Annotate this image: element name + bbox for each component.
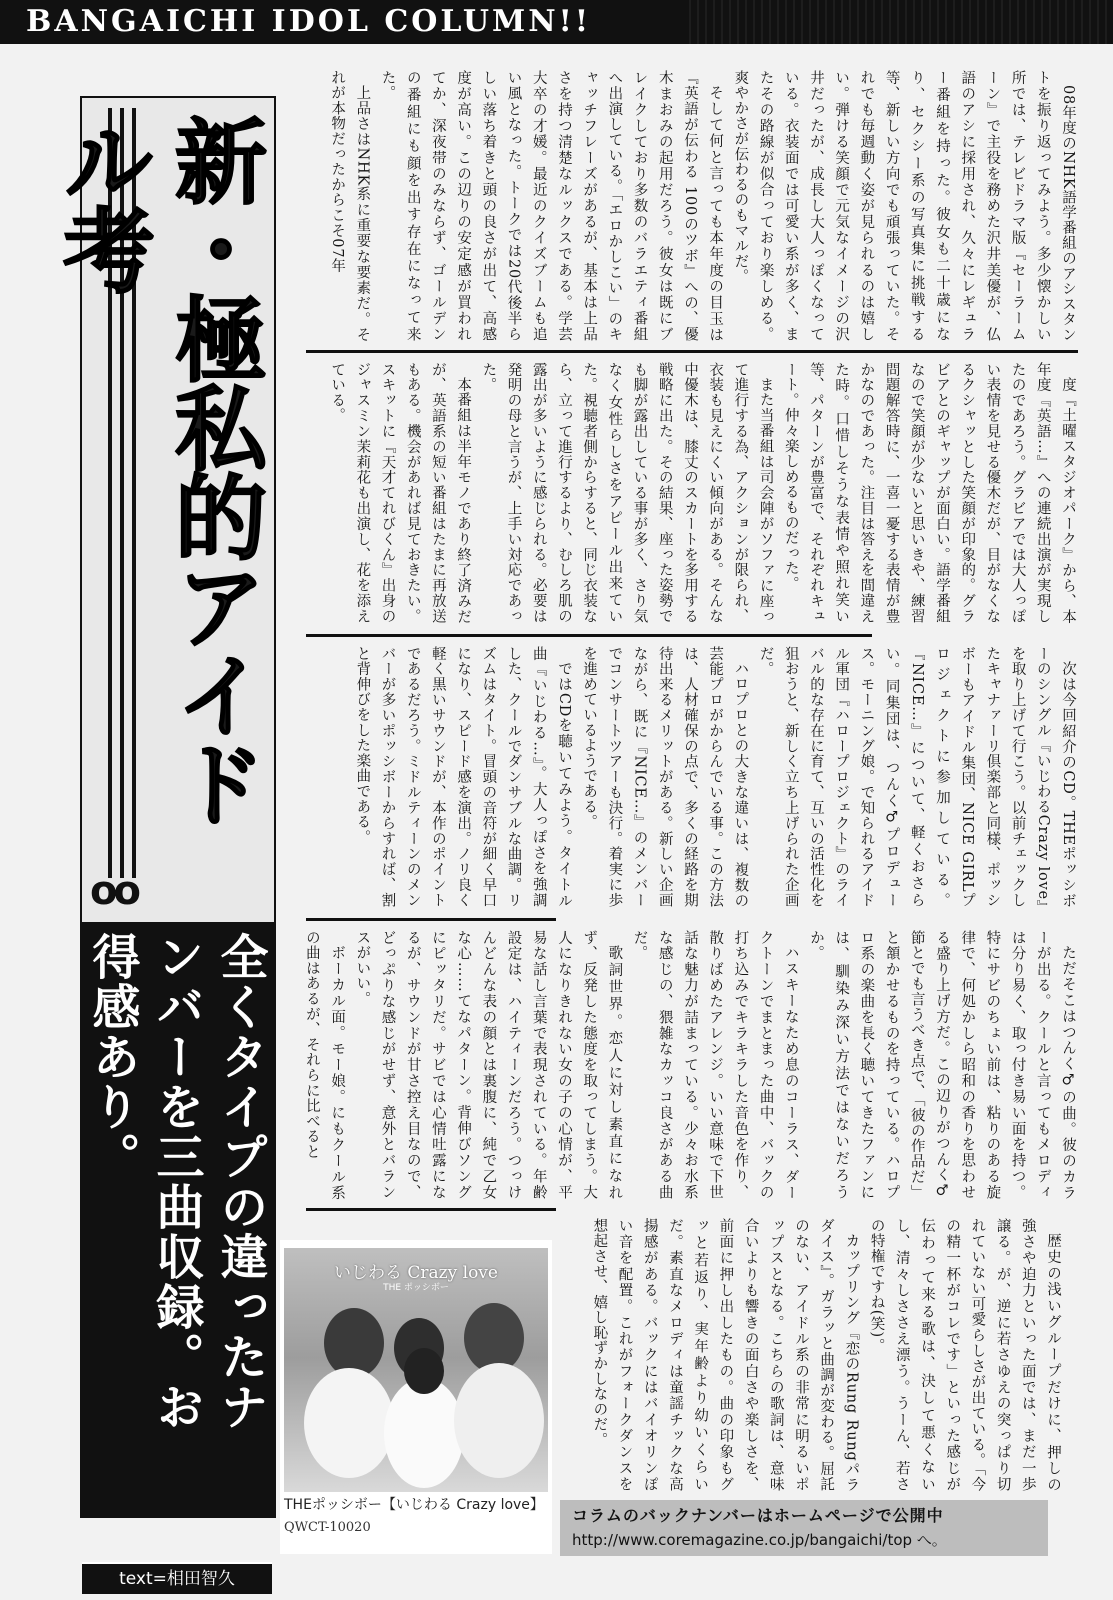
article-band-1 [300,70,1080,342]
paragraph: ただそこはつんく♂の曲。彼のカラーが出る。クールと言ってもメロディは分り易く、取っ付き易い面を持つ。特にサビのちょい前は、粘りのある旋律で、何処かしら昭和の香りを思わせる盛り上げ方だ。この辺りがつんく♂節とでも言うべき点で、「彼の作品だ」と頷かせるものを持っている。ハロプロ系の楽曲を長く聴いてきたファンには、馴染み深い方法ではないだろうか。 [807,930,1076,1200]
cd-catalog-number: QWCT-10020 [284,1520,371,1535]
section-rule [306,1208,556,1211]
column-title: 新・極私的アイドル考 [48,114,267,826]
cd-jacket-title: いじわる Crazy love [334,1263,498,1283]
notice-url[interactable]: http://www.coremagazine.co.jp/bangaichi/top へ。 [572,1531,947,1549]
notice-text: コラムのバックナンバーはホームページで公開中 [572,1506,944,1525]
column-header: BANGAICHI IDOL COLUMN!! [0,0,1113,44]
paragraph: 本番組は半年モノであり終了済みだが、英語系の短い番組はたまに再放送もある。機会があれば見ておきたい。スキットに『天才てれびくん』出身のジャスミン茉莉花も出演し、花を添えている。 [329,362,472,624]
paragraph: 上品さはNHK系に重要な要素だ。それが本物だったからこそ07年 [329,70,371,342]
paragraph: ハロプロとの大きな違いは、複数の芸能プロがからんでいる事。この方法は、人材確保の点で、多くの経路を期待出来るメリットがある。新しい企画ながら、既に『NICE…』のメンバーでコンサートツアーも決行。着実に歩を進めているようである。 [581,646,749,908]
catch-copy-box [80,922,276,1518]
catch-copy: 全くタイプの違ったナンバーを三曲収録。お得感あり。 [84,932,268,1432]
cd-jacket-figure [280,1240,552,1554]
paragraph: カップリング『恋のRung Rungパラダイス』。ガラッと曲調が変わる。屈託のない、アイドル系の非常に明るいポップスとなる。こちらの歌詞は、意味合いよりも響きの面白さや楽しさを、前面に押し出したもの。曲の印象もグッと若返り、実年齢より幼いくらいだ。素直なメロディは童謡チックな高揚感がある。バックにはバイオリンぽい音を配置。これがフォークダンスを想起させ、嬉し恥ずかしなのだ。 [591,1218,860,1492]
paragraph: ハスキーなため息のコーラス、ダークトーンでまとまった曲中、バックの打ち込みでキラキラした音色を作り、散りばめたアレンジ。いい意味で下世話な魅力が詰まっている。少々お水系な感じの、猥雑なカッコ良さがある曲だ。 [631,930,799,1200]
paragraph: 歴史の浅いグループだけに、押しの強さや迫力といった面では、まだ一歩譲る。が、逆に若さゆえの突っぱり切れていない可愛らしさが出ている。「今の精一杯がコレです」といった感じが伝わって来る歌は、決して悪くないし、清々しささえ漂う。うーん、若さの特権ですね(笑)。 [868,1218,1061,1492]
paragraph: また当番組は司会陣がソファに座って進行する為、アクションが限られ、衣装も見えにくい傾向がある。そんな中優木は、膝丈のスカートを多用する戦略に出た。その結果、座った姿勢でも脚が露出している事が多く、さり気なく女性らしさをアピール出来ていた。視聴者側からすると、同じ衣装なら、立って進行するより、むしろ肌の露出が多いように感じられる。必要は発明の母と言うが、上手い対応であった。 [480,362,774,624]
section-rule [306,634,872,637]
paragraph: 08年度のNHK語学番組のアシスタントを振り返ってみよう。多少懐かしい所では、テレビドラマ版『セーラームーン』で主役を務めた沢井美優が、仏語のアシに採用され、久々にレギュラー番組を持った。彼女も二十歳になり、セクシー系の写真集に挑戦する等、新しい方向でも頑張っていた。それでも毎週動く姿が見られるのは嬉しい。弾ける笑顔で元気なイメージの沢井だったが、成長し大人っぽくなっている。衣装面では可愛い系が多く、またその路線が似合っており楽しめる。爽やかさが伝わるのもマルだ。 [732,70,1076,343]
article-band-2 [300,362,1080,624]
paragraph: 次は今回紹介のCD。THEポッシボーのシングル『いじわるCrazy love』を取り上げて行こう。以前チェックしたキャナァーリ倶楽部と同様、ポッシボーもアイドル集団、NICE GIRLプロジェクトに参加している。『NICE…』について、軽くおさらい。同集団は、つんく♂プロデュース。モーニング娘。で知られるアイドル軍団『ハロープロジェクト』のライバル的な存在に育て、互いの活性化を狙おうと、新しく立ち上げられた企画だ。 [757,646,1076,908]
paragraph: ボーカル面。モー娘。にもクール系の曲はあるが、それらに比べると [303,930,346,1200]
paragraph: そして何と言っても本年度の目玉は『英語が伝わる 100のツボ』への、優木まおみの起用だろう。彼女は既にブレイクしており多数のバラエティ番組へ出演している。「エロかしこい」のキャッチフレーズがあるが、基本は上品さを持つ清楚なルックスである。学芸大卒の才媛。最近のクイズブームも追い風となった。トークでは20代後半らしい落ち着きと頭の良さが出て、高感度が高い。この辺りの安定感が買われてか、深夜帯のみならず、ゴールデンの番組にも顔を出す存在になって来た。 [379,70,724,342]
cd-jacket-photo [284,1248,548,1492]
backnumber-notice [560,1500,1048,1556]
article-band-4 [300,930,1080,1200]
column-title-box [48,96,276,928]
paragraph: 度『土曜スタジオパーク』から、本年度『英語…』への連続出演が実現したのであろう。グラビアでは大人っぽい表情を見せる優木だが、目がなくなるクシャッとした笑顔が印象的。グラビアとのギャップが面白い。語学番組なので笑顔が少ないと思いきや、練習問題解答時に、一喜一憂する表情が豊かなのであった。注目は答えを間違えた時。口惜しそうな表情や照れ笑い等、パターンが豊富で、それぞれキュート。仲々楽しめるものだった。 [782,362,1076,624]
article-band-5 [565,1218,1065,1492]
cd-caption: THEポッシボー【いじわる Crazy love】 [284,1497,544,1513]
paragraph: ではCDを聴いてみよう。タイトル曲『いじわる…』。大人っぽさを強調した、クールでダンサブルな曲調。リズムはタイト。冒頭の音符が細く早口になり、スピード感を演出。ノリ良く軽く黒いサウンドが、本作のポイントであるだろう。ミドルティーンのメンバーが多いポッシボーからすれば、割と背伸びをした楽曲である。 [354,646,572,908]
author-credit: text=相田智久 [82,1562,272,1594]
member-figure [304,1368,394,1478]
paragraph: 歌詞世界。恋人に対し素直になれず、反発した態度を取ってしまう。大人になりきれない女の子の心情が、平易な話し言葉で表現されている。年齢設定は、ハイティーンだろう。つっけんどんな表の顔とは裏腹に、純で乙女な心……てなパターン。背伸びソングにピッタリだ。サビでは心情吐露になるが、サウンドが甘さ控え目なので、どっぷりな感じがせず、意外とバランスがいい。 [354,930,623,1200]
cd-jacket-artist: THE ポッシボー [383,1283,449,1293]
section-rule [306,350,1078,353]
article-band-3 [300,646,1080,908]
member-figure [454,1363,544,1478]
member-figure [384,1378,464,1488]
title-decor-dots: oo [90,868,137,914]
member-figure [404,1348,444,1394]
section-rule [306,918,556,921]
